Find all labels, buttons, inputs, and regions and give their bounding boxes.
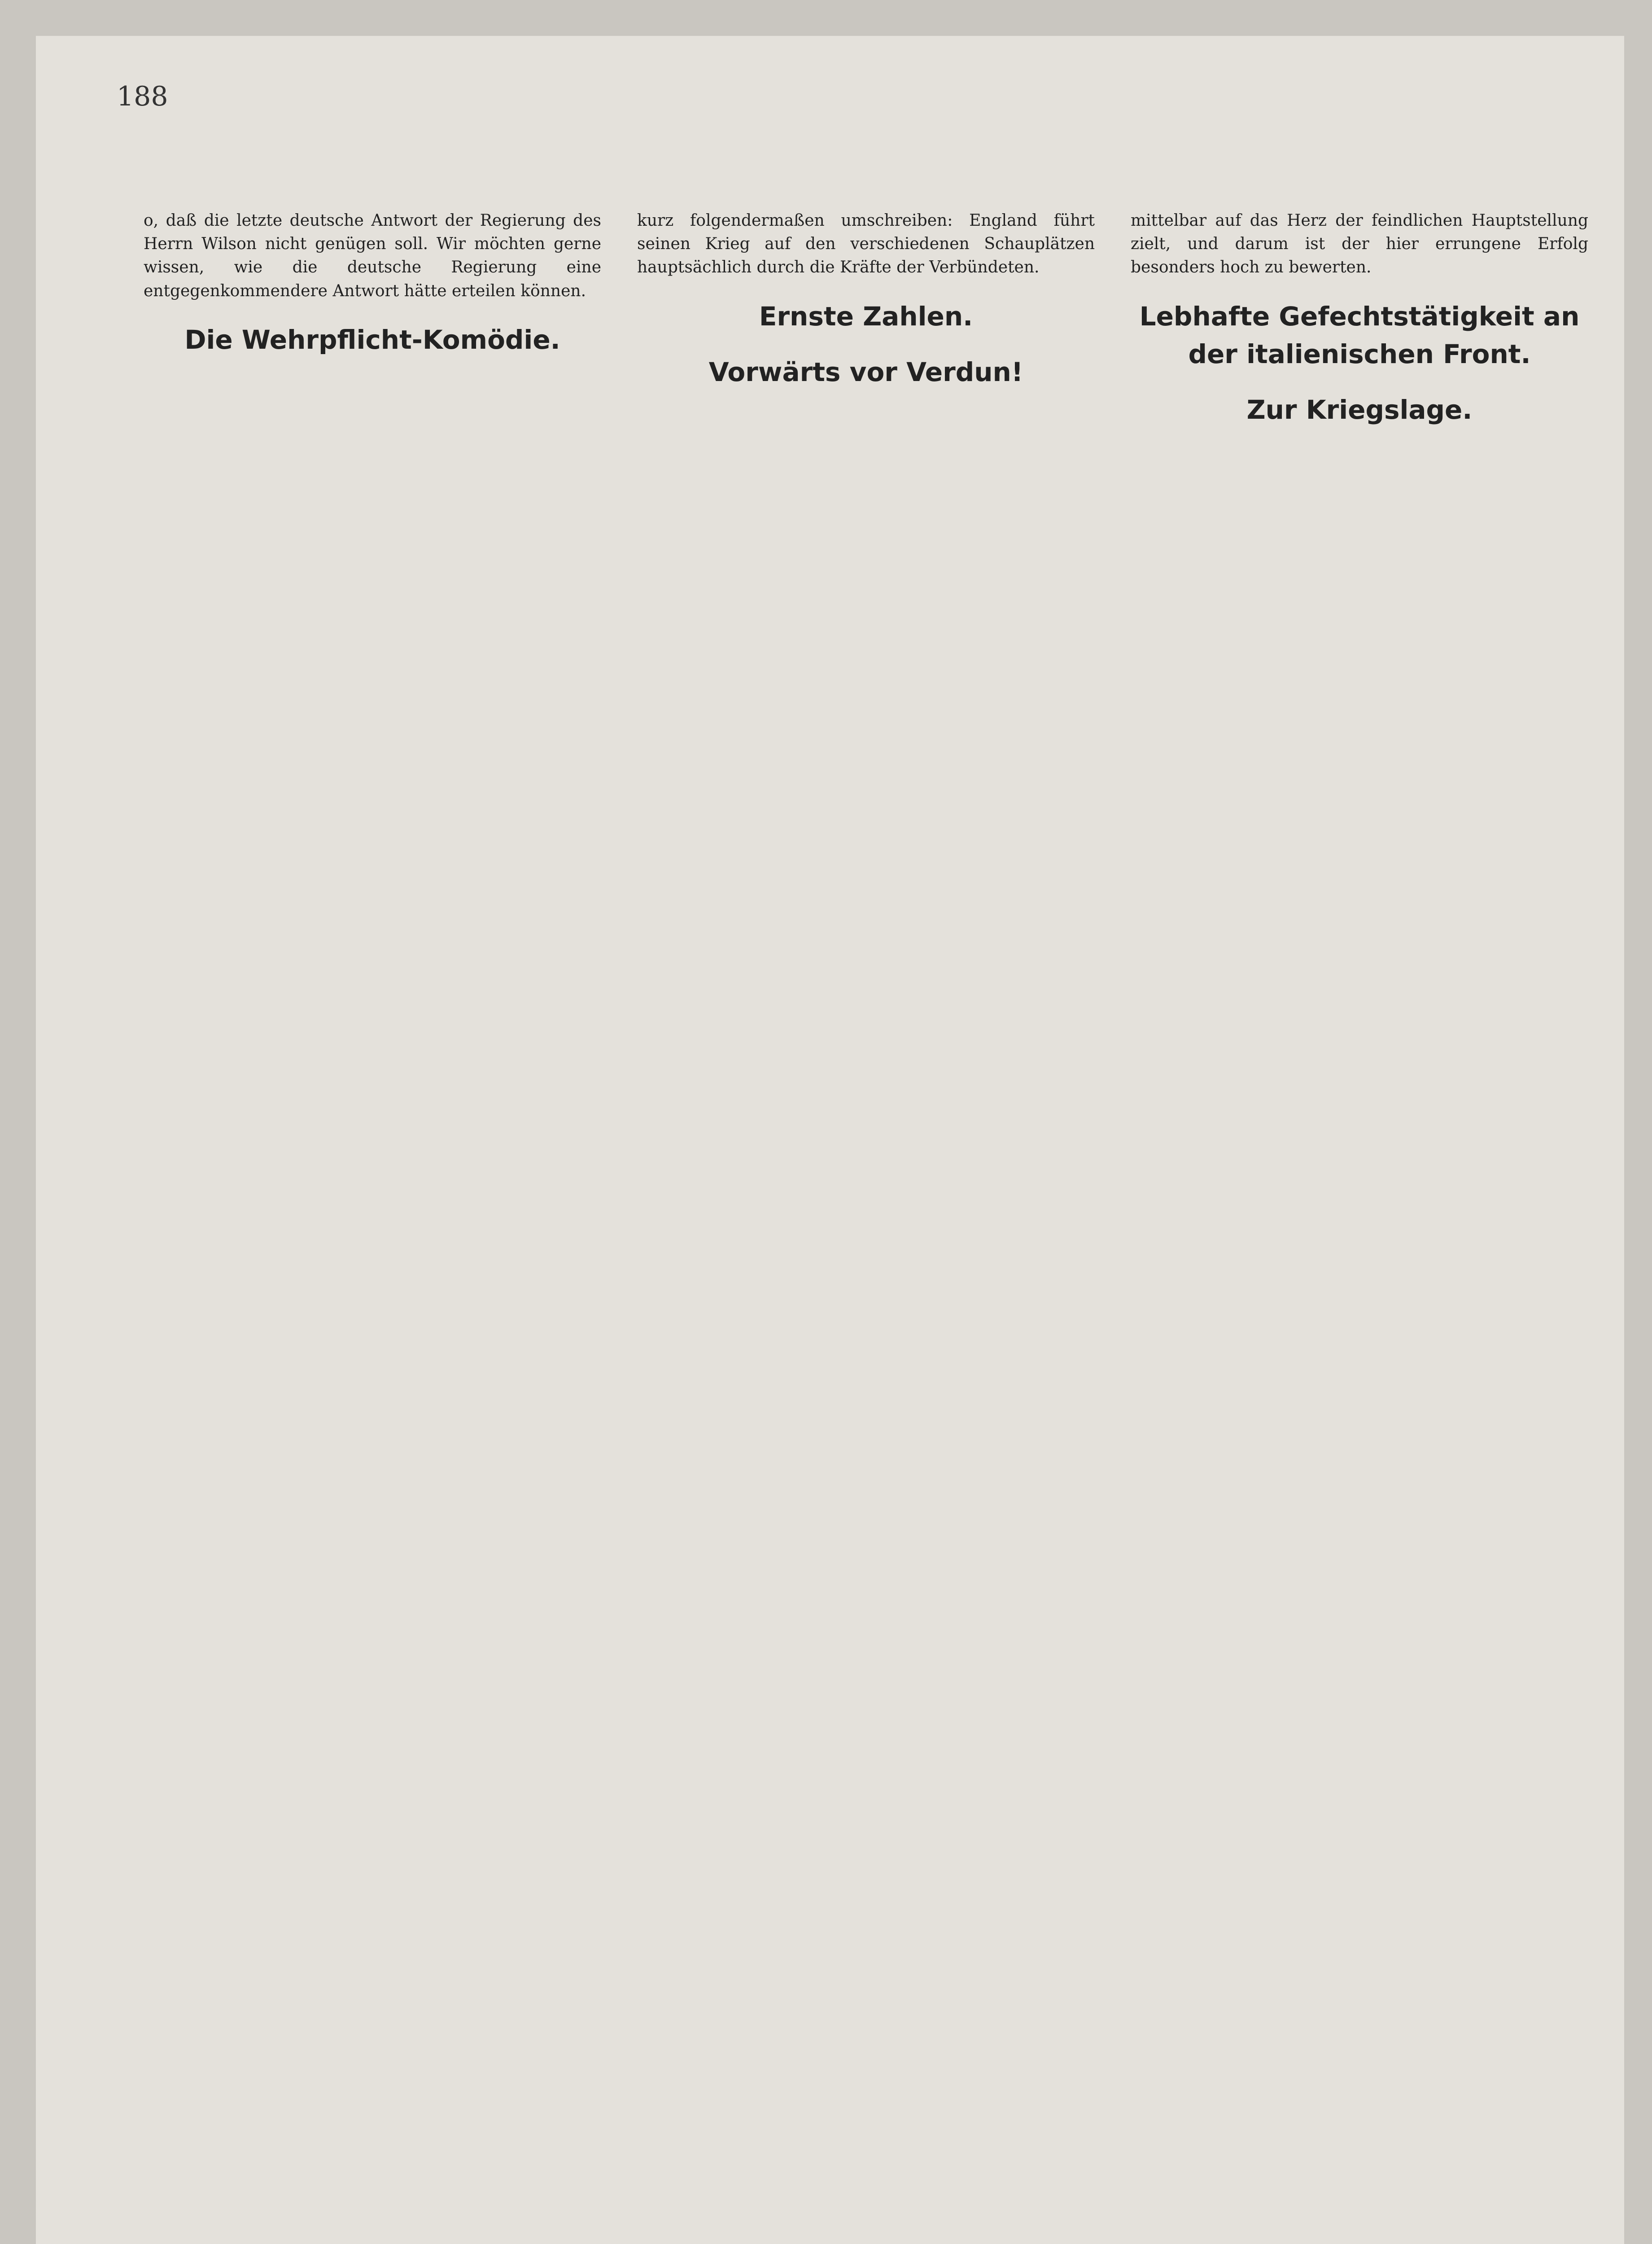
col2-heading1: Ernste Zahlen.: [759, 301, 973, 332]
column-3: [1131, 193, 1588, 438]
col1-heading: Die Wehrpflicht-Komödie.: [184, 324, 560, 355]
col2-text: kurz folgendermaßen umschreiben: England führt seinen Krieg auf den verschiedenen Schauplätzen hauptsächlich durch die Kräfte der Verbündeten.: [637, 211, 1095, 277]
column-1: [144, 193, 601, 368]
column-2: [637, 193, 1095, 400]
col3-heading1: Lebhafte Gefechtstätigkeit an der italienischen Front.: [1139, 301, 1580, 369]
col3-text: mittelbar auf das Herz der feindlichen Hauptstellung zielt, und darum ist der hier errungene Erfolg besonders hoch zu bewerten.: [1131, 211, 1588, 277]
page-number: 188: [117, 81, 168, 112]
col2-heading2: Vorwärts vor Verdun!: [708, 356, 1023, 387]
col1-text: o, daß die letzte deutsche Antwort der Regierung des Herrn Wilson nicht genügen soll. Wir möchten gerne wissen, wie die deutsche Regierung eine entgegenkommendere Antwort hätte erteilen können.: [144, 211, 601, 300]
col3-heading2: Zur Kriegslage.: [1246, 394, 1473, 425]
